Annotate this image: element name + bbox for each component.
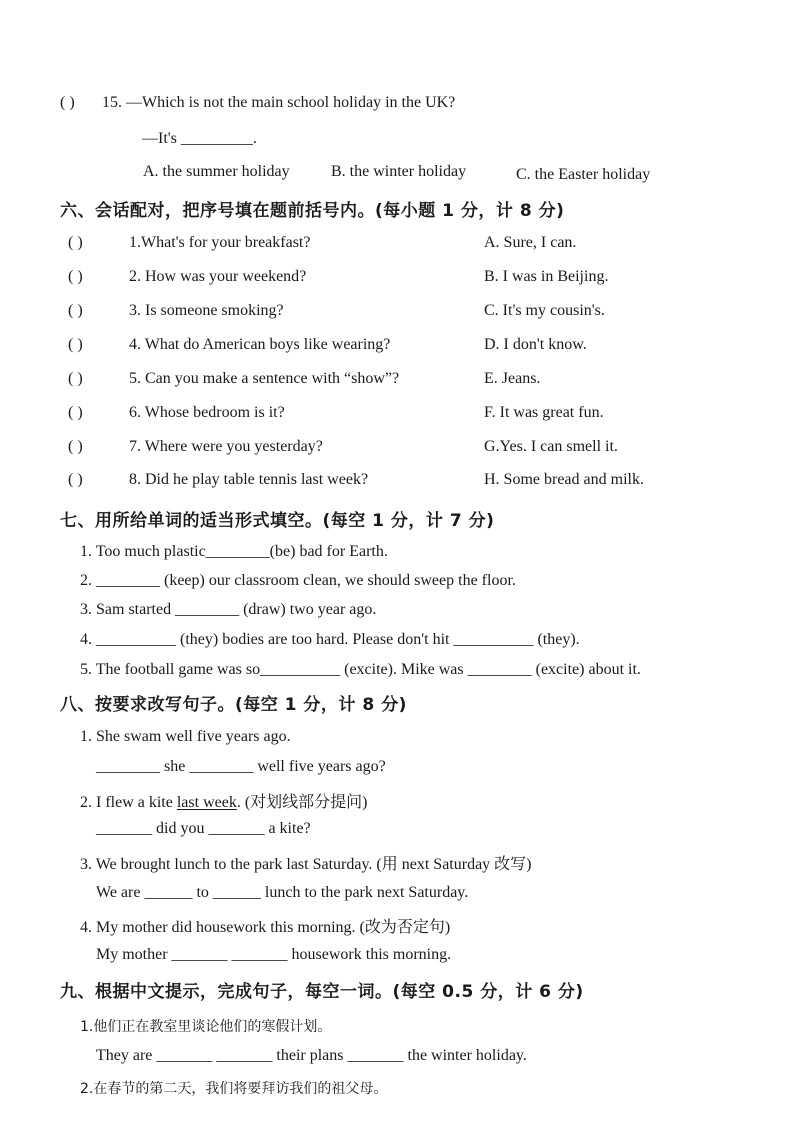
matching-answer: B. I was in Beijing. (484, 268, 609, 285)
matching-answer: A. Sure, I can. (484, 234, 577, 251)
answer-paren[interactable]: ( ) (68, 404, 83, 421)
rewrite-question: 1. She swam well five years ago. (80, 728, 291, 745)
section-title: 八、按要求改写句子。(每空 1 分，计 8 分) (60, 695, 407, 715)
matching-question: 5. Can you make a sentence with “show”? (129, 370, 400, 387)
rewrite-answer: We are ______ to ______ lunch to the park next Saturday. (96, 884, 469, 901)
translation-answer: They are _______ _______ their plans _______ the winter holiday. (96, 1047, 527, 1064)
fill-blank-item: 1. Too much plastic________(be) bad for Earth. (80, 543, 388, 560)
answer-paren[interactable]: ( ) (68, 438, 83, 455)
chinese-prompt: 1.他们正在教室里谈论他们的寒假计划。 (80, 1019, 332, 1035)
matching-question: 3. Is someone smoking? (129, 302, 284, 319)
option-a: A. the summer holiday (143, 163, 290, 180)
answer-paren[interactable]: ( ) (68, 268, 83, 285)
question-prefix: 2. I flew a kite (80, 794, 177, 811)
question-suffix: . (对划线部分提问) (236, 794, 368, 811)
answer-paren[interactable]: ( ) (60, 94, 75, 111)
matching-question: 6. Whose bedroom is it? (129, 404, 285, 421)
matching-question: 1.What's for your breakfast? (129, 234, 311, 251)
answer-paren[interactable]: ( ) (68, 302, 83, 319)
question-text: 15. —Which is not the main school holiday in the UK? (102, 94, 456, 111)
answer-paren[interactable]: ( ) (68, 471, 83, 488)
section-title: 九、根据中文提示，完成句子，每空一词。(每空 0.5 分，计 6 分) (60, 982, 584, 1002)
matching-question: 8. Did he play table tennis last week? (129, 471, 369, 488)
matching-question: 2. How was your weekend? (129, 268, 307, 285)
answer-paren[interactable]: ( ) (68, 336, 83, 353)
chinese-prompt: 2.在春节的第二天，我们将要拜访我们的祖父母。 (80, 1081, 388, 1097)
matching-question: 7. Where were you yesterday? (129, 438, 323, 455)
option-b: B. the winter holiday (331, 163, 467, 180)
section-title: 七、用所给单词的适当形式填空。(每空 1 分，计 7 分) (60, 511, 495, 531)
underlined-phrase: last week (176, 794, 237, 811)
rewrite-answer: _______ did you _______ a kite? (96, 820, 311, 837)
option-c: C. the Easter holiday (516, 166, 651, 183)
matching-answer: H. Some bread and milk. (484, 471, 644, 488)
rewrite-question (80, 789, 368, 812)
matching-answer: F. It was great fun. (484, 404, 604, 421)
rewrite-question: 3. We brought lunch to the park last Saturday. (用 next Saturday 改写) (80, 856, 532, 873)
answer-line: —It's _________. (142, 130, 257, 147)
answer-paren[interactable]: ( ) (68, 234, 83, 251)
matching-answer: C. It's my cousin's. (484, 302, 605, 319)
fill-blank-item: 4. __________ (they) bodies are too hard. Please don't hit __________ (they). (80, 631, 580, 648)
section-title: 六、会话配对，把序号填在题前括号内。(每小题 1 分，计 8 分) (60, 201, 565, 221)
matching-answer: E. Jeans. (484, 370, 541, 387)
matching-question: 4. What do American boys like wearing? (129, 336, 391, 353)
rewrite-answer: ________ she ________ well five years ago? (96, 758, 386, 775)
matching-answer: G.Yes. I can smell it. (484, 438, 618, 455)
answer-paren[interactable]: ( ) (68, 370, 83, 387)
fill-blank-item: 3. Sam started ________ (draw) two year ago. (80, 601, 377, 618)
rewrite-answer: My mother _______ _______ housework this morning. (96, 946, 452, 963)
rewrite-question: 4. My mother did housework this morning. (改为否定句) (80, 919, 451, 936)
fill-blank-item: 5. The football game was so__________ (excite). Mike was ________ (excite) about it. (80, 661, 641, 678)
matching-answer: D. I don't know. (484, 336, 587, 353)
fill-blank-item: 2. ________ (keep) our classroom clean, we should sweep the floor. (80, 572, 516, 589)
